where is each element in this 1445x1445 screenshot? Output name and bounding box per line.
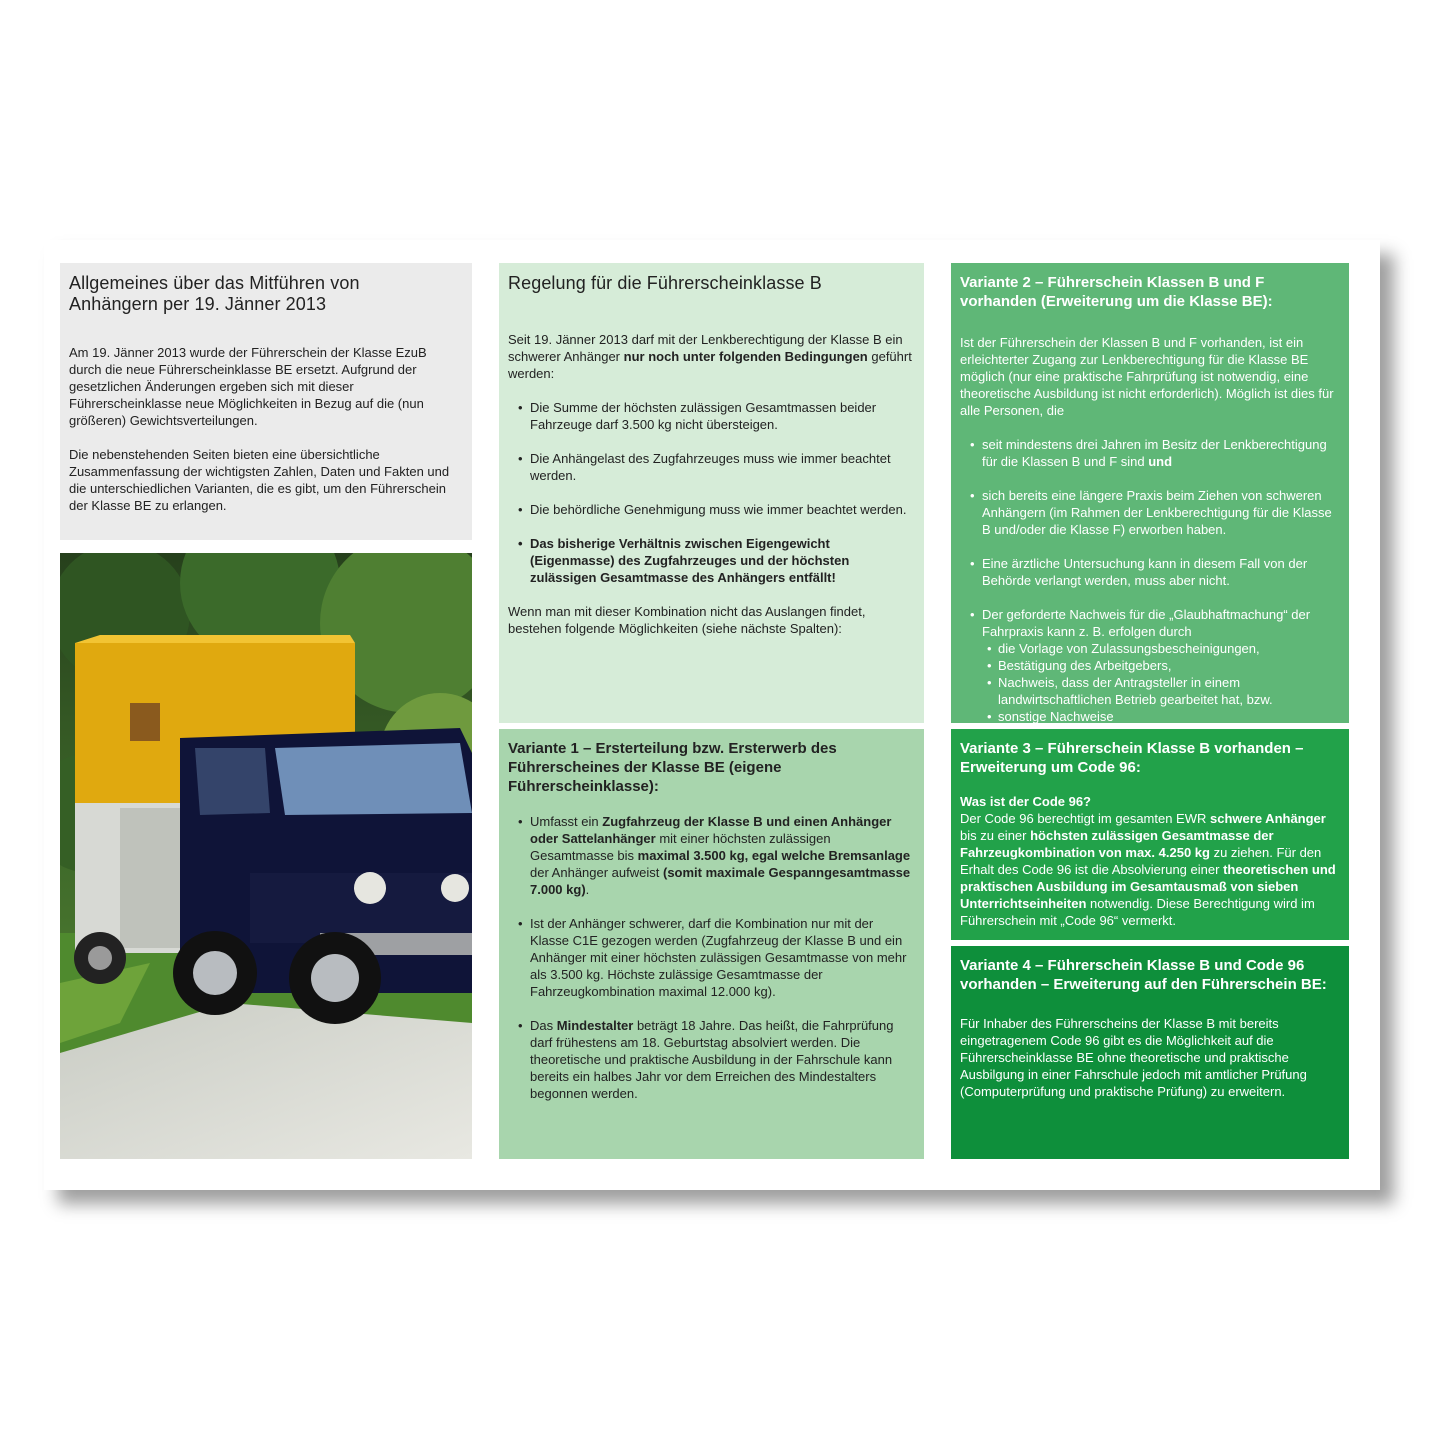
variant-2-item: • sich bereits eine längere Praxis beim Ziehen von schweren Anhängern (im Rahmen der Lenkberechtigung für die Klasse B und/oder die Klasse F) erworben haben. [960, 487, 1341, 538]
variant-2-item: • seit mindestens drei Jahren im Besitz der Lenkberechtigung für die Klassen B und F sind und [960, 436, 1341, 470]
variant-1-item: • Umfasst ein Zugfahrzeug der Klasse B und einen Anhänger oder Sattelanhänger mit einer höchsten zulässigen Gesamtmasse bis maximal 3.500 kg, egal welche Bremsanlage der Anhänger aufweist (somit maximale Gespanngesamtmasse 7.000 kg). [508, 813, 914, 898]
variant-1-item: • Ist der Anhänger schwerer, darf die Kombination nur mit der Klasse C1E gezogen werden (Zugfahrzeug der Klasse B und ein Anhänger mit einer höchsten zulässigen Gesamtmasse von mehr als 3.500 kg. Höchste zulässige Gesamtmasse der Fahrzeugkombination maximal 12.000 kg). [508, 915, 914, 1000]
rule-b-condition: • Die Summe der höchsten zulässigen Gesamtmassen beider Fahrzeuge darf 3.500 kg nicht übersteigen. [508, 399, 914, 433]
variant-4-title: Variante 4 – Führerschein Klasse B und Code 96 vorhanden – Erweiterung auf den Führerschein BE: [960, 957, 1327, 993]
rule-b-condition: • Die behördliche Genehmigung muss wie immer beachtet werden. [508, 501, 914, 518]
vehicle-with-trailer-photo [60, 553, 472, 1159]
variant-1-list [508, 813, 914, 1102]
rule-b-outro: Wenn man mit dieser Kombination nicht das Auslangen findet, bestehen folgende Möglichkeiten (siehe nächste Spalten): [508, 604, 866, 636]
variant-2-subitem: • Bestätigung des Arbeitgebers, [960, 657, 1341, 674]
rule-b-intro: Seit 19. Jänner 2013 darf mit der Lenkberechtigung der Klasse B ein schwerer Anhänger nur noch unter folgenden Bedingungen geführt werden: [508, 332, 912, 381]
variant-2-item: • Eine ärztliche Untersuchung kann in diesem Fall von der Behörde verlangt werden, muss aber nicht. [960, 555, 1341, 589]
variant-2-subitem: • Nachweis, dass der Antragsteller in einem landwirtschaftlichen Betrieb gearbeitet hat, bzw. [960, 674, 1341, 708]
variant-2-item: • Der geforderte Nachweis für die „Glaubhaftmachung“ der Fahrpraxis kann z. B. erfolgen durch [960, 606, 1341, 640]
variant-2-title: Variante 2 – Führerschein Klassen B und F vorhanden (Erweiterung um die Klasse BE): [960, 274, 1273, 310]
rule-b-title: Regelung für die Führerscheinklasse B [508, 273, 822, 293]
variant-3-question: Was ist der Code 96? [960, 794, 1091, 809]
variant-1-box [499, 729, 924, 1159]
variant-2-subitem: • die Vorlage von Zulassungsbescheinigungen, [960, 640, 1341, 657]
variant-4-box [951, 946, 1349, 1159]
variant-2-box [951, 263, 1349, 723]
rule-class-b-box [499, 263, 924, 723]
rule-b-condition: • Die Anhängelast des Zugfahrzeuges muss wie immer beachtet werden. [508, 450, 914, 484]
variant-3-title: Variante 3 – Führerschein Klasse B vorhanden – Erweiterung um Code 96: [960, 740, 1304, 776]
variant-1-item: • Das Mindestalter beträgt 18 Jahre. Das heißt, die Fahrprüfung darf frühestens am 18. Geburtstag absolviert werden. Die theoretische und praktische Ausbildung in der Fahrschule kann bereits ein halbes Jahr vor dem Erreichen des Mindestalters begonnen werden. [508, 1017, 914, 1102]
rule-b-conditions [508, 399, 914, 586]
general-info-box [60, 263, 472, 540]
general-paragraph-1: Am 19. Jänner 2013 wurde der Führerschein der Klasse EzuB durch die neue Führerscheinklasse BE ersetzt. Aufgrund der gesetzlichen Änderungen ergeben sich mit dieser Führerscheinklasse neue Möglichkeiten in Bezug auf die (nun größeren) Gewichtsverteilungen. [69, 345, 427, 428]
variant-2-subitem: • sonstige Nachweise [960, 708, 1341, 725]
general-paragraph-2: Die nebenstehenden Seiten bieten eine übersichtliche Zusammenfassung der wichtigsten Zahlen, Daten und Fakten und die unterschiedlichen Varianten, die es gibt, um den Führerschein der Klasse BE zu erlangen. [69, 447, 450, 513]
variant-3-box [951, 729, 1349, 940]
rule-b-condition: • Das bisherige Verhältnis zwischen Eigengewicht (Eigenmasse) des Zugfahrzeuges und der höchsten zulässigen Gesamtmasse des Anhängers entfällt! [508, 535, 914, 586]
variant-2-intro: Ist der Führerschein der Klassen B und F vorhanden, ist ein erleichterter Zugang zur Lenkberechtigung für die Klasse BE möglich (nur eine praktische Fahrprüfung ist notwendig, eine theoretische Ausbildung ist nicht erforderlich). Möglich ist dies für alle Personen, die [960, 335, 1334, 418]
variant-2-list [960, 436, 1341, 725]
variant-1-title: Variante 1 – Ersterteilung bzw. Ersterwerb des Führerscheines der Klasse BE (eigene Führerscheinklasse): [508, 740, 837, 795]
general-title: Allgemeines über das Mitführen von Anhängern per 19. Jänner 2013 [69, 273, 360, 314]
variant-3-text: Der Code 96 berechtigt im gesamten EWR schwere Anhänger bis zu einer höchsten zulässigen Gesamtmasse der Fahrzeugkombination von max. 4.250 kg zu ziehen. Für den Erhalt des Code 96 ist die Absolvierung einer theoretischen und praktischen Ausbildung im Gesamtausmaß von sieben Unterrichtseinheiten notwendig. Diese Berechtigung wird im Führerschein mit „Code 96“ vermerkt. [960, 811, 1336, 928]
variant-4-text: Für Inhaber des Führerscheins der Klasse B mit bereits eingetragenem Code 96 gibt es die Möglichkeit auf die Führerscheinklasse BE ohne theoretische und praktische Ausbilgung in einer Fahrschule jedoch mit amtlicher Prüfung (Computerprüfung und praktische Prüfung) zu erweitern. [960, 1016, 1307, 1099]
